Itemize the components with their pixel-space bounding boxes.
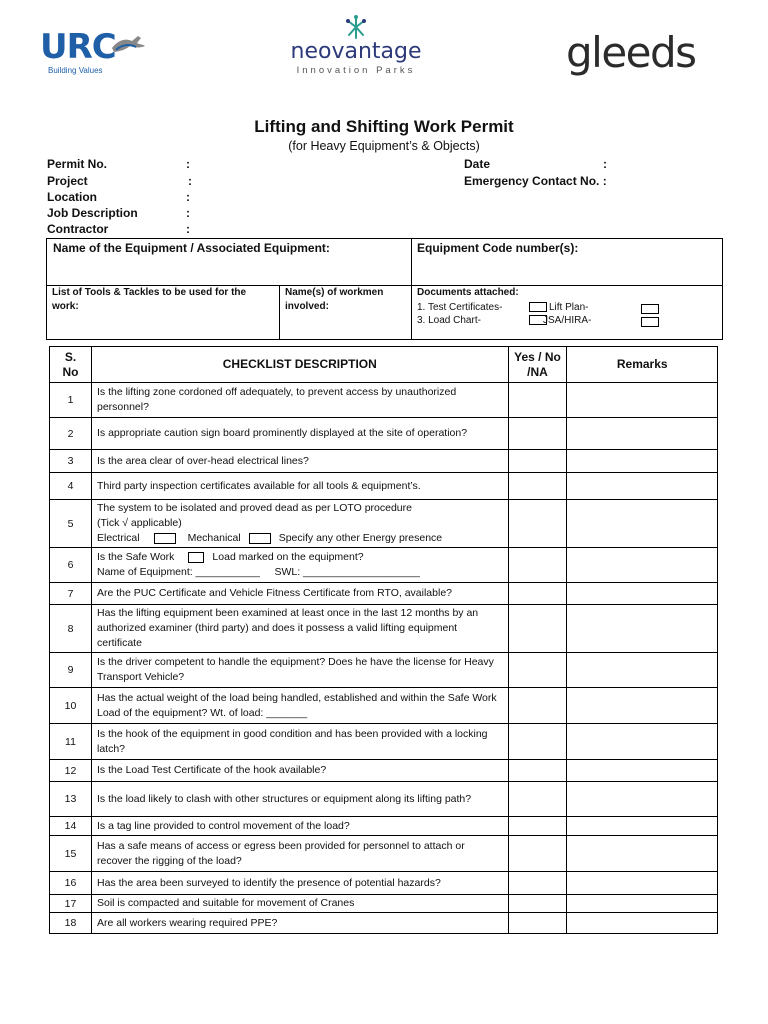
neovantage-logo — [286, 14, 426, 84]
safe-work-text: Is the Safe Work — [96, 551, 175, 563]
remarks-cell[interactable] — [567, 583, 718, 605]
neovantage-logo-text: neovantage — [290, 39, 422, 64]
electrical-option-label: Electrical — [96, 532, 140, 544]
remarks-cell[interactable] — [567, 688, 718, 724]
row-description: Are the PUC Certificate and Vehicle Fitness Certificate from RTO, available? — [91, 583, 508, 605]
row-number: 14 — [50, 817, 92, 836]
row-description: Is appropriate caution sign board prominently displayed at the site of operation? — [91, 418, 508, 450]
yes-no-cell[interactable] — [508, 653, 567, 688]
row-description: Soil is compacted and suitable for movement of Cranes — [91, 895, 508, 913]
urc-logo-text: URC — [40, 27, 116, 67]
energy-options — [97, 531, 503, 546]
remarks-cell[interactable] — [567, 782, 718, 817]
yes-no-cell[interactable] — [508, 724, 567, 760]
loto-text: The system to be isolated and proved dead as per LOTO procedure — [96, 502, 412, 514]
yes-no-cell[interactable] — [508, 760, 567, 782]
job-description-label: Job Description — [47, 206, 138, 220]
urc-tagline: Building Values — [48, 66, 103, 75]
equipment-code-label: Equipment Code number(s): — [417, 241, 579, 255]
row-number: 16 — [50, 872, 92, 895]
mechanical-checkbox[interactable] — [249, 533, 271, 544]
electrical-checkbox[interactable] — [154, 533, 176, 544]
contractor-label: Contractor — [47, 222, 109, 236]
permit-no-label: Permit No. — [47, 157, 108, 171]
equipment-col-divider — [411, 239, 412, 285]
row-number: 3 — [50, 450, 92, 473]
row-description: Is the Load Test Certificate of the hook available? — [91, 760, 508, 782]
row-description: Is the load likely to clash with other structures or equipment along its lifting path? — [91, 782, 508, 817]
tick-applicable-text: (Tick √ applicable) — [96, 517, 182, 529]
location-label: Location — [47, 190, 97, 204]
table-row — [50, 724, 718, 760]
row-number: 2 — [50, 418, 92, 450]
row-number: 6 — [50, 548, 92, 583]
remarks-cell[interactable] — [567, 724, 718, 760]
lift-plan-checkbox[interactable] — [641, 304, 659, 314]
yes-no-cell[interactable] — [508, 782, 567, 817]
date-colon: : — [603, 157, 607, 171]
yes-no-cell[interactable] — [508, 583, 567, 605]
yes-no-cell[interactable] — [508, 688, 567, 724]
page-subtitle: (for Heavy Equipment’s & Objects) — [288, 139, 480, 153]
yes-no-cell[interactable] — [508, 836, 567, 872]
table-row — [50, 473, 718, 500]
horse-icon — [110, 32, 146, 58]
yes-no-cell[interactable] — [508, 817, 567, 836]
row-number: 1 — [50, 383, 92, 418]
table-row — [50, 895, 718, 913]
equipment-col-divider-3 — [411, 285, 412, 339]
doc-lift-plan: Lift Plan- — [549, 302, 589, 313]
tools-label: List of Tools & Tackles to be used for the work: — [52, 287, 247, 312]
table-row — [50, 817, 718, 836]
documents-label: Documents attached: — [417, 287, 519, 298]
row-number: 4 — [50, 473, 92, 500]
neovantage-tagline: Innovation Parks — [296, 65, 416, 76]
remarks-cell[interactable] — [567, 473, 718, 500]
remarks-header: Remarks — [567, 347, 718, 383]
table-row — [50, 383, 718, 418]
table-row — [50, 500, 718, 548]
sno-header: S. No — [50, 347, 92, 383]
row-description: Is the lifting zone cordoned off adequately, to prevent access by unauthorized personnel? — [91, 383, 508, 418]
remarks-cell[interactable] — [567, 760, 718, 782]
row-description: Has a safe means of access or egress been provided for personnel to attach or recover the rigging of the load? — [91, 836, 508, 872]
yes-no-cell[interactable] — [508, 383, 567, 418]
table-row — [50, 760, 718, 782]
table-row — [50, 836, 718, 872]
remarks-cell[interactable] — [567, 450, 718, 473]
doc-load-chart: 3. Load Chart- — [417, 315, 481, 326]
remarks-cell[interactable] — [567, 872, 718, 895]
row-description: Third party inspection certificates available for all tools & equipment’s. — [91, 473, 508, 500]
yes-no-cell[interactable] — [508, 605, 567, 653]
row-description: Is the driver competent to handle the equipment? Does he have the license for Heavy Transport Vehicle? — [91, 653, 508, 688]
yes-no-cell[interactable] — [508, 548, 567, 583]
yes-no-cell[interactable] — [508, 500, 567, 548]
emergency-contact-label: Emergency Contact No. : — [464, 174, 607, 188]
date-label: Date — [464, 157, 491, 171]
row-description: Has the actual weight of the load being handled, established and within the Safe Work Load of the equipment? Wt. of load: _______ — [91, 688, 508, 724]
table-row — [50, 548, 718, 583]
table-row — [50, 450, 718, 473]
row-number: 18 — [50, 913, 92, 934]
row-number: 7 — [50, 583, 92, 605]
table-row — [50, 583, 718, 605]
equipment-swl-line: Name of Equipment: ___________ SWL: ____________________ — [96, 566, 420, 578]
checklist-header-row — [50, 347, 718, 383]
safe-work-load-line — [97, 550, 503, 565]
yes-no-cell[interactable] — [508, 872, 567, 895]
remarks-cell[interactable] — [567, 418, 718, 450]
equipment-col-divider-2 — [279, 285, 280, 339]
row-number: 11 — [50, 724, 92, 760]
remarks-cell[interactable] — [567, 913, 718, 934]
remarks-cell[interactable] — [567, 653, 718, 688]
mechanical-option-label: Mechanical — [187, 532, 241, 544]
table-row — [50, 418, 718, 450]
row-description: Is a tag line provided to control movement of the load? — [91, 817, 508, 836]
row-number: 15 — [50, 836, 92, 872]
row-description — [91, 500, 508, 548]
gleeds-logo: gleeds — [566, 28, 696, 77]
test-certificates-checkbox[interactable] — [529, 302, 547, 312]
row-description: Has the lifting equipment been examined at least once in the last 12 months by an authorized examiner (third party) and does it possess a valid lifting equipment certificate — [91, 605, 508, 653]
workmen-label: Name(s) of workmen involved: — [285, 287, 384, 312]
yes-no-cell[interactable] — [508, 913, 567, 934]
table-row — [50, 913, 718, 934]
row-number: 8 — [50, 605, 92, 653]
table-row — [50, 688, 718, 724]
equipment-box — [46, 238, 723, 340]
doc-test-certificates: 1. Test Certificates- — [417, 302, 503, 313]
equipment-name-label: Name of the Equipment / Associated Equipment: — [53, 241, 330, 255]
table-row — [50, 872, 718, 895]
row-number: 9 — [50, 653, 92, 688]
doc-jsa-hira: JSA/HIRA- — [543, 315, 592, 326]
project-colon: : — [188, 174, 192, 188]
project-label: Project — [47, 174, 88, 188]
table-row — [50, 605, 718, 653]
description-header: CHECKLIST DESCRIPTION — [91, 347, 508, 383]
remarks-cell[interactable] — [567, 836, 718, 872]
yes-no-cell[interactable] — [508, 895, 567, 913]
urc-logo — [40, 28, 140, 78]
row-description: Are all workers wearing required PPE? — [91, 913, 508, 934]
other-energy-label: Specify any other Energy presence — [278, 532, 443, 544]
starburst-icon — [345, 14, 367, 40]
location-colon: : — [186, 190, 190, 204]
contractor-colon: : — [186, 222, 190, 236]
remarks-cell[interactable] — [567, 548, 718, 583]
remarks-cell[interactable] — [567, 500, 718, 548]
yes-no-cell[interactable] — [508, 473, 567, 500]
row-number: 17 — [50, 895, 92, 913]
jsa-hira-checkbox[interactable] — [641, 317, 659, 327]
job-description-colon: : — [186, 206, 190, 220]
page-title: Lifting and Shifting Work Permit — [254, 117, 514, 136]
row-number: 13 — [50, 782, 92, 817]
checklist-table — [49, 346, 718, 934]
yes-no-cell[interactable] — [508, 450, 567, 473]
table-row — [50, 653, 718, 688]
row-number: 10 — [50, 688, 92, 724]
remarks-cell[interactable] — [567, 817, 718, 836]
yes-no-cell[interactable] — [508, 418, 567, 450]
row-number: 12 — [50, 760, 92, 782]
row-description: Is the area clear of over-head electrical lines? — [91, 450, 508, 473]
safe-work-checkbox[interactable] — [188, 552, 204, 563]
yes-no-header: Yes / No /NA — [508, 347, 567, 383]
remarks-cell[interactable] — [567, 895, 718, 913]
load-marked-text: Load marked on the equipment? — [212, 551, 364, 563]
row-description: Is the hook of the equipment in good condition and has been provided with a locking latch? — [91, 724, 508, 760]
table-row — [50, 782, 718, 817]
remarks-cell[interactable] — [567, 605, 718, 653]
permit-no-colon: : — [186, 157, 190, 171]
row-description — [91, 548, 508, 583]
row-description: Has the area been surveyed to identify the presence of potential hazards? — [91, 872, 508, 895]
row-number: 5 — [50, 500, 92, 548]
remarks-cell[interactable] — [567, 383, 718, 418]
